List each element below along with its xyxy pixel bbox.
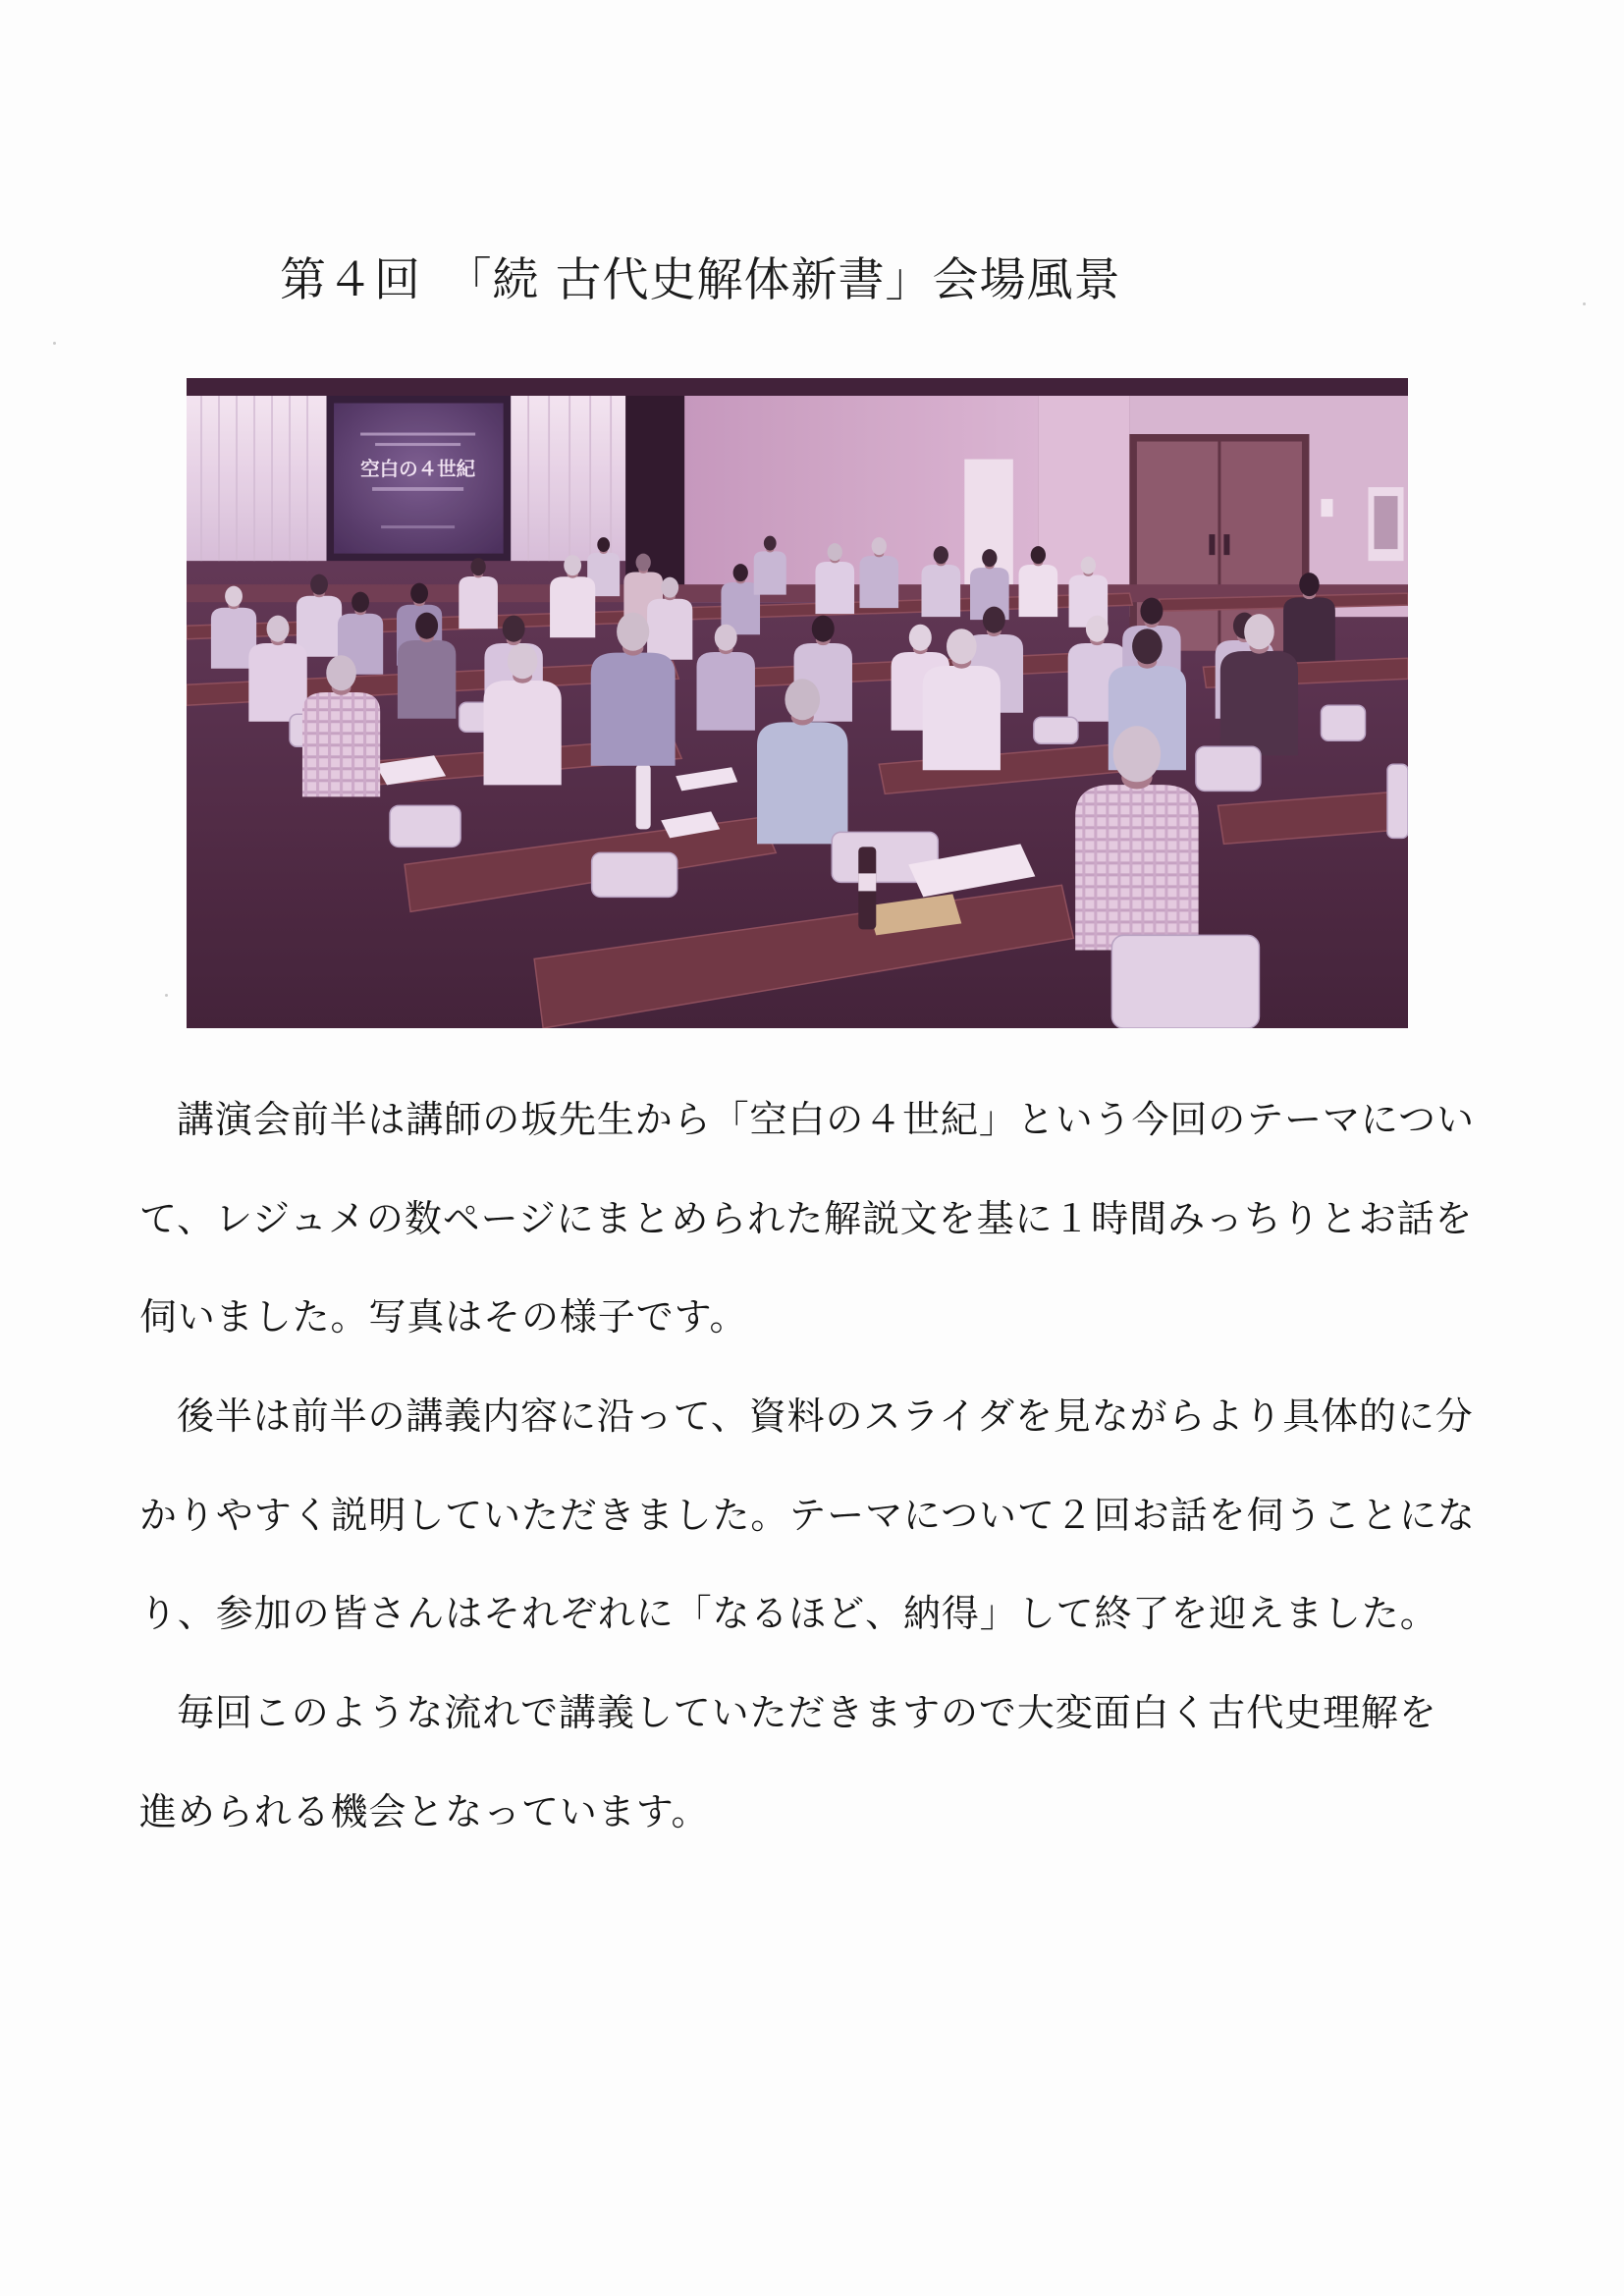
page-title: 第４回 「続 古代史解体新書」会場風景 <box>280 253 1121 307</box>
text-line: 講演会前半は講師の坂先生から「空白の４世紀」という今回のテーマについ <box>177 1098 1475 1141</box>
lecture-hall-photo <box>187 378 1408 1028</box>
scan-speck <box>53 342 56 345</box>
body-text <box>139 1070 1514 1862</box>
text-line: て、レジュメの数ページにまとめられた解説文を基に１時間みっちりとお話を <box>139 1196 1474 1240</box>
text-line: り、参加の皆さんはそれぞれに「なるほど、納得」して終了を迎えました。 <box>139 1592 1438 1636</box>
body-paragraph <box>139 1367 1514 1664</box>
scan-speck <box>1583 302 1586 305</box>
text-line: 毎回このような流れで講義していただきますので大変面白く古代史理解を <box>177 1691 1437 1735</box>
text-line: かりやすく説明していただきました。テーマについて２回お話を伺うことにな <box>139 1493 1476 1537</box>
body-paragraph <box>139 1070 1514 1367</box>
event-photo <box>187 378 1408 1028</box>
text-line: 進められる機会となっています。 <box>139 1789 710 1833</box>
photo-tint <box>187 378 1408 1028</box>
text-line: 伺いました。写真はその様子です。 <box>139 1295 748 1339</box>
body-paragraph <box>139 1664 1514 1861</box>
screen-title: 空白の４世紀 <box>360 458 476 481</box>
scan-speck <box>165 994 168 997</box>
text-line: 後半は前半の講義内容に沿って、資料のスライダを見ながらより具体的に分 <box>177 1394 1474 1439</box>
